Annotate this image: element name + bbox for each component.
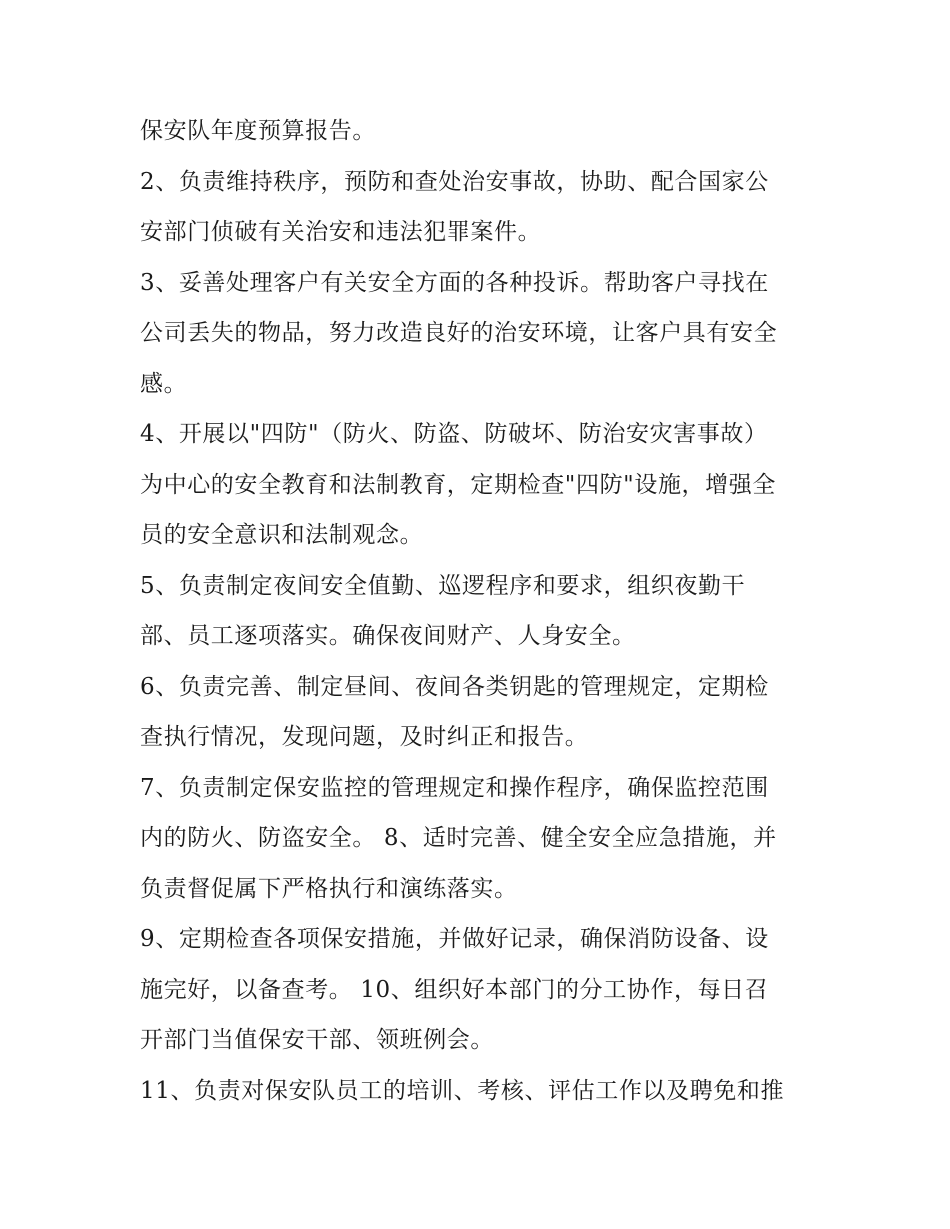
- text-line: 保安队年度预算报告。: [140, 118, 376, 144]
- text-line: 部、员工逐项落实。确保夜间财产、人身安全。: [140, 623, 636, 649]
- text-line: 查执行情况，发现问题，及时纠正和报告。: [140, 724, 589, 750]
- text-line: 内的防火、防盗安全。 8、适时完善、健全安全应急措施，并: [140, 825, 777, 851]
- text-line: 为中心的安全教育和法制教育，定期检查"四防"设施，增强全: [140, 471, 776, 498]
- text-line: 5、负责制定夜间安全值勤、巡逻程序和要求，组织夜勤干: [140, 572, 746, 599]
- text-line: 施完好，以备查考。 10、组织好本部门的分工协作，每日召: [140, 976, 769, 1003]
- text-line: 6、负责完善、制定昼间、夜间各类钥匙的管理规定，定期检: [140, 673, 769, 700]
- text-line: 安部门侦破有关治安和违法犯罪案件。: [140, 219, 542, 245]
- text-line: 负责督促属下严格执行和演练落实。: [140, 875, 518, 902]
- text-line: 2、负责维持秩序，预防和查处治安事故，协助、配合国家公: [140, 168, 769, 195]
- text-line: 员的安全意识和法制观念。: [140, 522, 424, 548]
- text-line: 4、开展以"四防"（防火、防盗、防破坏、防治安灾害事故）: [140, 421, 768, 447]
- text-line: 3、妥善处理客户有关安全方面的各种投诉。帮助客户寻找在: [140, 269, 769, 296]
- text-line: 公司丢失的物品，努力改造良好的治安环境，让客户具有安全: [140, 320, 778, 346]
- text-line: 9、定期检查各项保安措施，并做好记录，确保消防设备、设: [140, 926, 769, 952]
- text-line: 11、负责对保安队员工的培训、考核、评估工作以及聘免和推: [140, 1077, 785, 1104]
- document-body: [140, 106, 820, 1116]
- text-line: 7、负责制定保安监控的管理规定和操作程序，确保监控范围: [140, 774, 769, 801]
- text-line: 开部门当值保安干部、领班例会。: [140, 1027, 494, 1053]
- text-line: 感。: [140, 370, 188, 397]
